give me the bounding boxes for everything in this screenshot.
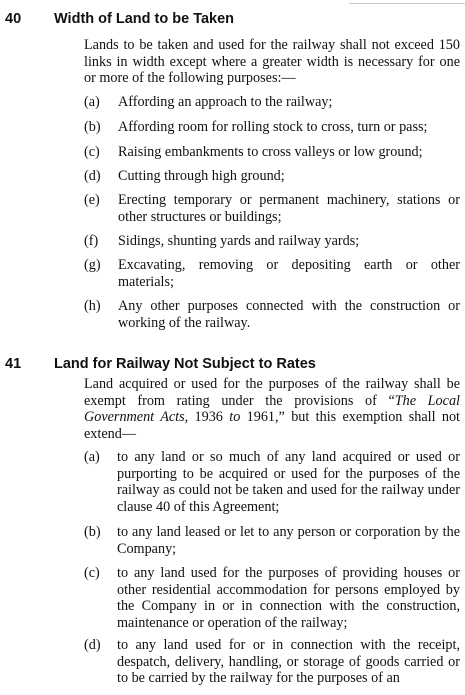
item-text: Cutting through high ground; (118, 168, 285, 184)
item-label: (c) (84, 565, 100, 581)
item-label: (e) (84, 192, 100, 208)
act-title: The Local Government Acts (84, 392, 460, 426)
item-label: (d) (84, 637, 101, 653)
item-label: (h) (84, 298, 101, 314)
item-label: (g) (84, 257, 101, 273)
section-heading (0, 8, 465, 30)
intro-text: 1961,” but this exemption shall not extend— (84, 409, 460, 442)
item-label: (b) (84, 524, 101, 540)
section-heading (0, 353, 465, 375)
intro-text: , 1936 (184, 409, 230, 426)
item-text: Excavating, removing or depositing earth or other materials; (118, 257, 460, 290)
section-intro (84, 376, 460, 442)
item-label: (b) (84, 119, 101, 135)
item-text: Raising embankments to cross valleys or low ground; (118, 144, 423, 160)
section-number: 41 (5, 356, 22, 372)
section-title: Land for Railway Not Subject to Rates (54, 356, 316, 372)
item-text: Erecting temporary or permanent machinery, stations or other structures or buildings; (118, 192, 460, 225)
range-word: to (229, 409, 241, 426)
section-number: 40 (5, 11, 22, 27)
item-text: Affording an approach to the railway; (118, 94, 333, 110)
section-intro: Lands to be taken and used for the railway shall not exceed 150 links in width except where a greater width is necessary for one or more of the following purposes:— (84, 37, 460, 87)
item-label: (a) (84, 94, 100, 110)
item-text: Sidings, shunting yards and railway yards; (118, 233, 360, 249)
item-text: to any land leased or let to any person or corporation by the Company; (117, 524, 460, 557)
item-label: (f) (84, 233, 99, 249)
item-text: to any land used for or in connection with the receipt, despatch, delivery, handling, or storage of goods carried or to be carried by the railway for the purposes of an (117, 637, 460, 687)
item-label: (d) (84, 168, 101, 184)
item-label: (a) (84, 449, 100, 465)
top-rule (349, 3, 465, 4)
item-text: to any land used for the purposes of providing houses or other residential accommodation for persons employed by the Company in or in connection with the construction, maintenance or operation of the railway; (117, 565, 460, 631)
item-label: (c) (84, 144, 100, 160)
section-title: Width of Land to be Taken (54, 11, 235, 27)
item-text: to any land or so much of any land acquired or used or purporting to be acquired or used for the purposes of the railway as could not be taken and used for the railway under clause 40 of this Agreement; (117, 449, 460, 515)
item-text: Any other purposes connected with the construction or working of the railway. (118, 298, 460, 331)
intro-text: Land acquired or used for the purposes of the railway shall be exempt from rating under the provisions of “ (84, 376, 460, 409)
item-text: Affording room for rolling stock to cross, turn or pass; (118, 119, 428, 135)
